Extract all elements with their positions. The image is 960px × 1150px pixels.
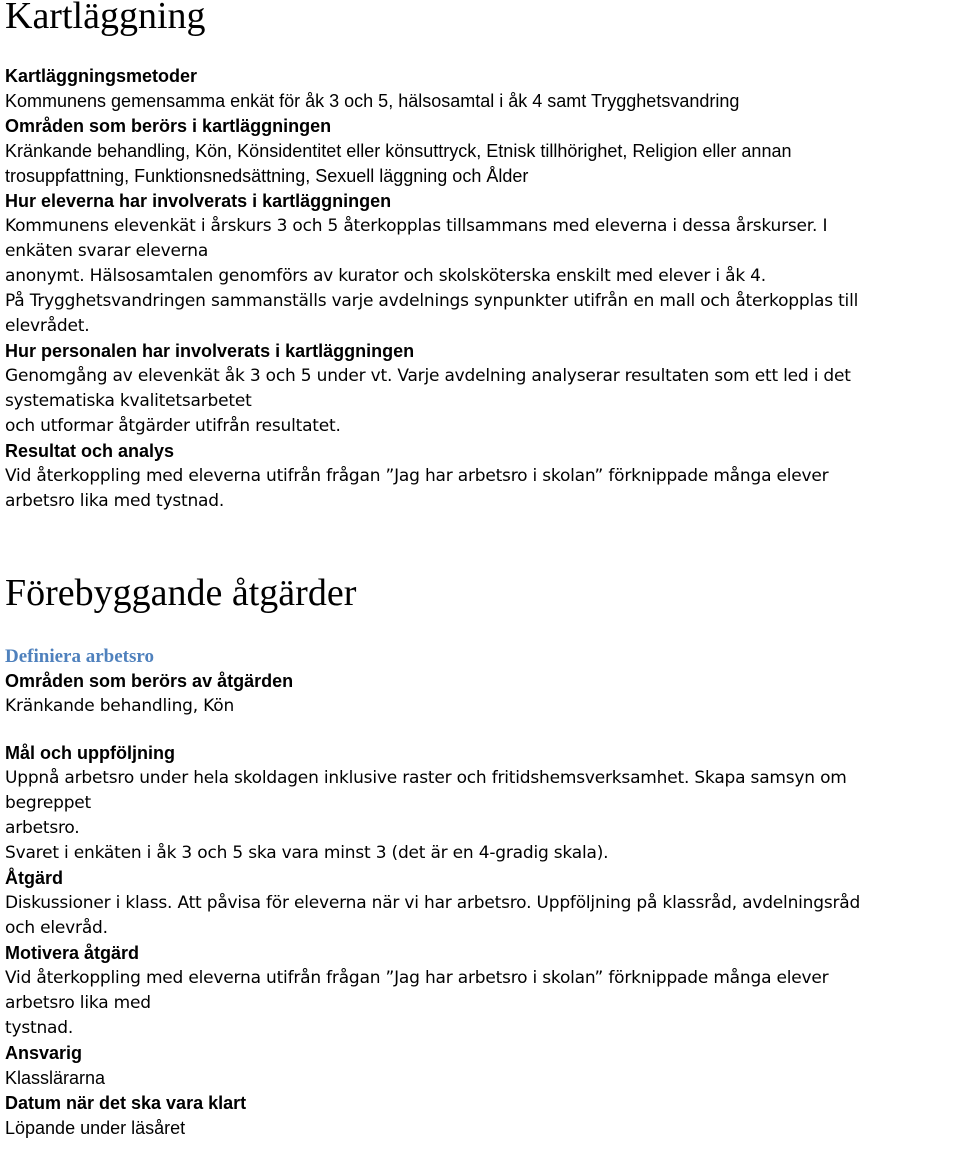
areas-action-text: Kränkande behandling, Kön (5, 696, 235, 716)
areas-title: Områden som berörs i kartläggningen (5, 116, 332, 136)
goal-line2: begreppet (5, 793, 92, 813)
spacer (5, 719, 957, 741)
areas-text-line1: Kränkande behandling, Kön, Könsidentitet eller könsuttryck, Etnisk tillhörighet, Religion eller annan (5, 141, 792, 161)
deadline-title: Datum när det ska vara klart (5, 1093, 247, 1113)
deadline-text: Löpande under läsåret (5, 1118, 186, 1138)
forebyggande-section (5, 644, 957, 1141)
action-title: Åtgärd (5, 868, 63, 888)
students-involvement-line1: Kommunens elevenkät i årskurs 3 och 5 återkopplas tillsammans med eleverna i dessa årskurser. I (5, 216, 828, 236)
section-heading-kartlaggning: Kartläggning (5, 0, 206, 37)
result-title: Resultat och analys (5, 441, 175, 461)
staff-involvement-title: Hur personalen har involverats i kartläggningen (5, 341, 415, 361)
motivate-line3: tystnad. (5, 1018, 74, 1038)
kartlaggning-section (5, 64, 957, 514)
students-involvement-line3: anonymt. Hälsosamtalen genomförs av kurator och skolsköterska enskilt med elever i åk 4. (5, 266, 766, 286)
staff-involvement-line2: systematiska kvalitetsarbetet (5, 391, 252, 411)
responsible-text: Klasslärarna (5, 1068, 106, 1088)
motivate-title: Motivera åtgärd (5, 943, 140, 963)
goal-line3: arbetsro. (5, 818, 80, 838)
motivate-line1: Vid återkoppling med eleverna utifrån frågan ”Jag har arbetsro i skolan” förknippade många elever (5, 968, 829, 988)
areas-action-title: Områden som berörs av åtgärden (5, 671, 294, 691)
students-involvement-line2: enkäten svarar eleverna (5, 241, 209, 261)
result-line1: Vid återkoppling med eleverna utifrån frågan ”Jag har arbetsro i skolan” förknippade många elever (5, 466, 829, 486)
goal-line4: Svaret i enkäten i åk 3 och 5 ska vara minst 3 (det är en 4-gradig skala). (5, 843, 609, 863)
methods-text: Kommunens gemensamma enkät för åk 3 och 5, hälsosamtal i åk 4 samt Trygghetsvandring (5, 91, 740, 111)
students-involvement-line5: elevrådet. (5, 316, 90, 336)
students-involvement-title: Hur eleverna har involverats i kartläggningen (5, 191, 392, 211)
action-line1: Diskussioner i klass. Att påvisa för eleverna när vi har arbetsro. Uppföljning på klassråd, avdelningsråd (5, 893, 861, 913)
goal-title: Mål och uppföljning (5, 743, 175, 763)
responsible-title: Ansvarig (5, 1043, 83, 1063)
goal-line1: Uppnå arbetsro under hela skoldagen inklusive raster och fritidshemsverksamhet. Skapa samsyn om (5, 768, 847, 788)
motivate-line2: arbetsro lika med (5, 993, 151, 1013)
action-line2: och elevråd. (5, 918, 108, 938)
methods-title: Kartläggningsmetoder (5, 66, 198, 86)
subheading-definiera-arbetsro: Definiera arbetsro (5, 646, 154, 667)
result-line2: arbetsro lika med tystnad. (5, 491, 225, 511)
students-involvement-line4: På Trygghetsvandringen sammanställs varje avdelnings synpunkter utifrån en mall och återkopplas till (5, 291, 859, 311)
staff-involvement-line1: Genomgång av elevenkät åk 3 och 5 under vt. Varje avdelning analyserar resultaten som ett led i det (5, 366, 851, 386)
areas-text-line2: trosuppfattning, Funktionsnedsättning, Sexuell läggning och Ålder (5, 166, 529, 186)
staff-involvement-line3: och utformar åtgärder utifrån resultatet. (5, 416, 341, 436)
section-heading-forebyggande: Förebyggande åtgärder (5, 572, 357, 614)
